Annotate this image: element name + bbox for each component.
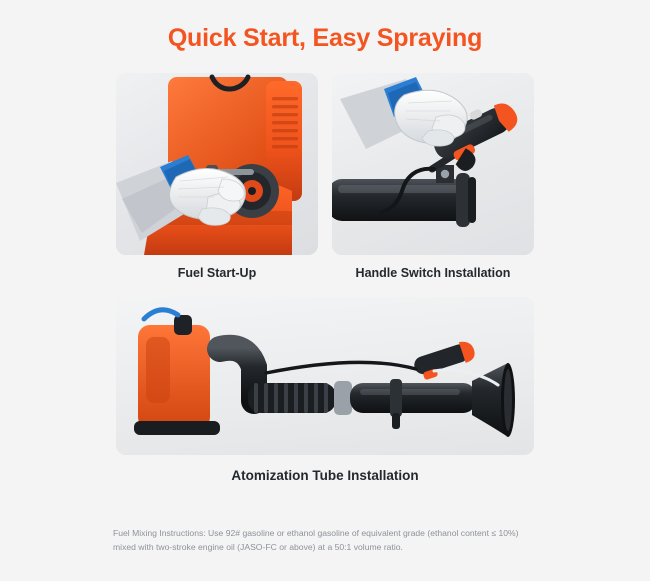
top-steps-row <box>0 73 650 280</box>
step-atomization-tube-installation <box>116 297 534 483</box>
illustration-atomization-tube-installation <box>116 297 534 455</box>
illustration-handle-switch-installation <box>332 73 534 255</box>
step-handle-switch-installation <box>332 73 534 280</box>
illustration-fuel-start-up <box>116 73 318 255</box>
fuel-mixing-instructions: Fuel Mixing Instructions: Use 92# gasoline or ethanol gasoline of equivalent grade (ethanol content ≤ 10%) mixed with two-stroke engine oil (JASO-FC or above) at a 50:1 volume ratio. <box>113 528 519 552</box>
caption-atomization-tube: Atomization Tube Installation <box>231 468 419 483</box>
step-fuel-start-up <box>116 73 318 280</box>
step-image-atomization-tube <box>116 297 534 455</box>
page-title: Quick Start, Easy Spraying <box>167 24 483 52</box>
step-image-fuel-start-up <box>116 73 318 255</box>
bottom-step-row <box>0 297 650 483</box>
caption-fuel-start-up: Fuel Start-Up <box>177 266 257 280</box>
step-image-handle-switch <box>332 73 534 255</box>
caption-handle-switch: Handle Switch Installation <box>355 266 511 280</box>
